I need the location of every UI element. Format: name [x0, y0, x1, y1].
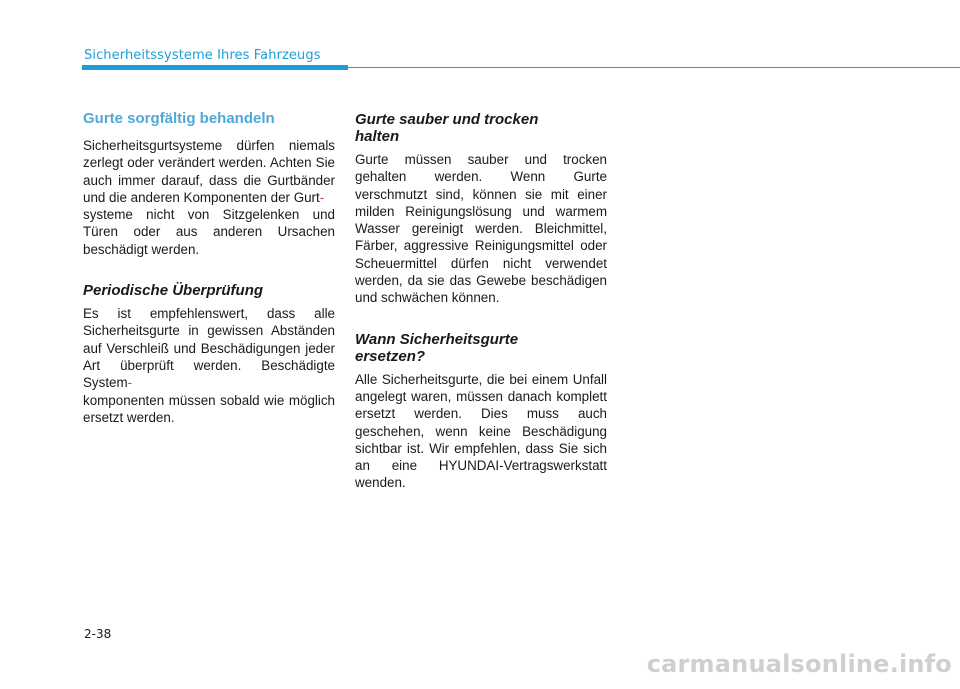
- paragraph-ueberpruefung: [83, 305, 335, 426]
- paragraph-gurte-behandeln: [83, 137, 335, 258]
- page-number: 2-38: [84, 627, 112, 641]
- hyphen-mark: -: [319, 189, 325, 205]
- subheading-line: Wann Sicherheitsgurte: [355, 330, 519, 348]
- paragraph-text: Es ist empfehlenswert, dass alle Sicherheitsgurte in gewissen Abständen auf Verschleiß und Beschädigungen jeder Art überprüft werden. Beschädigte System: [83, 306, 335, 391]
- right-column: [355, 110, 607, 516]
- paragraph-text: komponenten müssen sobald wie möglich ersetzt werden.: [83, 392, 335, 425]
- paragraph-text: systeme nicht von Sitzgelenken und Türen oder aus anderen Ursachen beschädigt werden.: [83, 207, 335, 257]
- watermark: carmanualsonline.info: [646, 650, 952, 678]
- paragraph-sauber-trocken: Gurte müssen sauber und trocken gehalten werden. Wenn Gurte verschmutzt sind, können sie mit einer milden Reinigungslösung und warmem Wasser gereinigt werden. Bleichmittel, Färber, aggressive Reinigungsmittel oder Scheuermittel dürfen nicht verwendet werden, da sie das Gewebe beschädigen und schwächen können.: [355, 152, 607, 306]
- subheading-line: Gurte sauber und trocken: [355, 111, 539, 128]
- subheading-sauber-trocken: [355, 111, 607, 145]
- subheading-periodische-ueberpruefung: Periodische Überprüfung: [83, 282, 264, 300]
- section-title: Sicherheitssysteme Ihres Fahrzeugs: [84, 48, 321, 63]
- subheading-ersetzen: [355, 331, 607, 365]
- paragraph-text: Sicherheitsgurtsysteme dürfen niemals zerlegt oder verändert werden. Achten Sie auch immer darauf, dass die Gurtbänder und die anderen Komponenten der Gurt: [83, 138, 335, 205]
- hyphen-mark: -: [127, 375, 133, 391]
- left-column: [83, 110, 335, 450]
- subheading-line: ersetzen?: [355, 347, 426, 365]
- page-header: [82, 46, 960, 72]
- header-rule: [348, 67, 960, 68]
- header-accent-bar: [82, 65, 348, 70]
- heading-gurte-sorgfaeltig: Gurte sorgfältig behandeln: [83, 110, 275, 127]
- subheading-line: halten: [355, 128, 400, 145]
- paragraph-ersetzen: Alle Sicherheitsgurte, die bei einem Unfall angelegt waren, müssen danach komplett ersetzt werden. Dies muss auch geschehen, wenn keine Beschädigung sichtbar ist. Wir empfehlen, dass Sie sich an eine HYUNDAI-Vertragswerkstatt wenden.: [355, 371, 607, 491]
